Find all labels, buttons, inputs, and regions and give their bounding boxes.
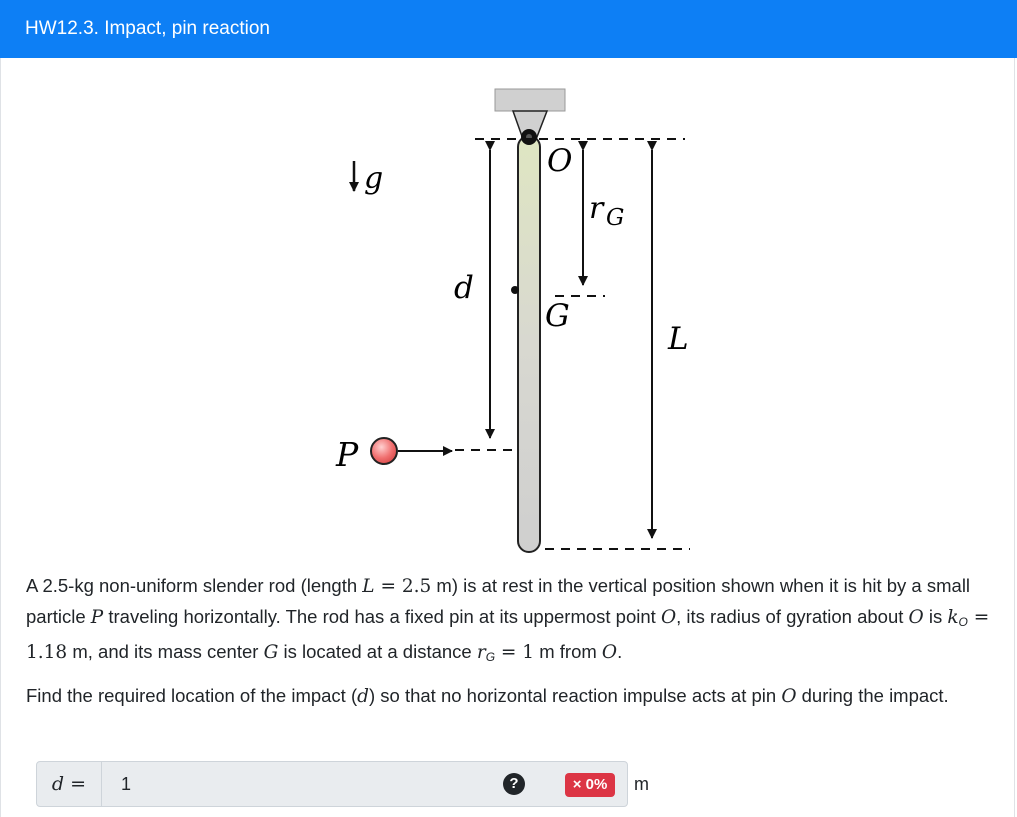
mass-center-G <box>511 286 519 294</box>
question-header <box>0 0 1017 58</box>
answer-unit: m <box>634 774 649 794</box>
answer-prefix: d = <box>37 762 102 806</box>
problem-statement: A 2.5-kg non-uniform slender rod (length L = 2.5 m) is at rest in the vertical position shown when it is hit by a small particle P traveling horizontally. The rod has a fixed pin at its uppermost point O, its radius of gyration about O is $k_O = 1.18$ m, and its mass center G is located at a distance $r_G = 1$ m from O. <box>26 575 990 664</box>
score-badge: × 0% <box>565 773 615 797</box>
question-title: HW12.3. Impact, pin reaction <box>25 18 270 39</box>
help-icon[interactable]: ? <box>503 773 525 795</box>
rg-label-sub: G <box>606 205 625 231</box>
problem-question: Find the required location of the impact (d) so that no horizontal reaction impulse acts at pin O during the impact. <box>26 685 949 707</box>
G-label: G <box>545 298 570 334</box>
rg-label: r <box>589 191 604 226</box>
answer-row <box>36 761 686 807</box>
particle-P <box>371 438 397 464</box>
ceiling-support <box>495 89 565 111</box>
L-label: L <box>668 321 689 357</box>
problem-figure <box>0 58 1017 558</box>
answer-input[interactable] <box>103 762 498 806</box>
answer-input-group <box>36 761 628 807</box>
slender-rod <box>518 136 540 552</box>
d-label: d <box>454 270 474 306</box>
pin-label-O: O <box>547 143 573 179</box>
P-label: P <box>336 435 359 474</box>
gravity-label: g <box>364 161 384 196</box>
